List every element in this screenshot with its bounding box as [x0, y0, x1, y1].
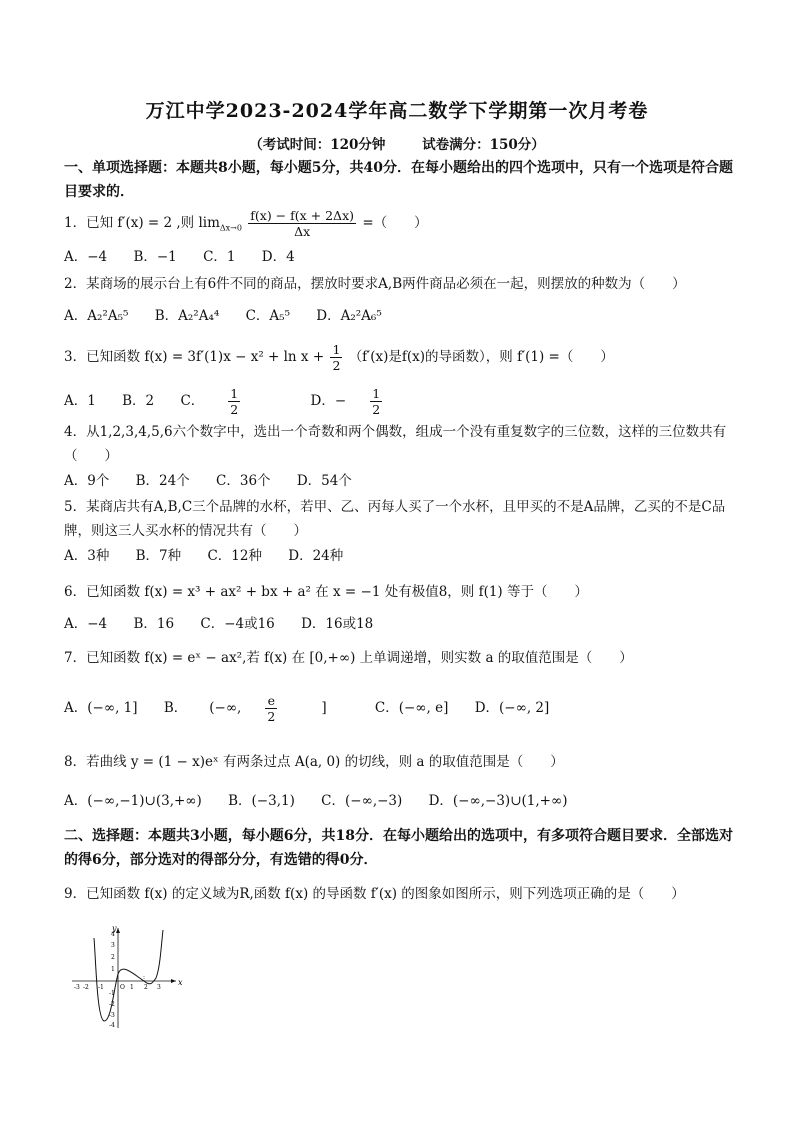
q7-option-c[interactable]: C．(−∞, e] — [374, 700, 449, 716]
q4-option-a[interactable]: A．9个 — [64, 473, 110, 489]
graph-origin: O — [120, 984, 125, 991]
question-9: 9．已知函数 f(x) 的定义域为R,函数 f(x) 的导函数 f′(x) 的图象如图所示，则下列选项正确的是（ ） — [64, 886, 685, 902]
q3-option-d[interactable]: D．− $\frac{1}{2}$ — [310, 386, 381, 417]
derivative-graph — [64, 918, 184, 1033]
question-3 — [64, 342, 734, 373]
graph-x-tick: 2 — [144, 984, 148, 991]
q8-option-c[interactable]: C．(−∞,−3) — [321, 793, 403, 809]
q5-options — [64, 545, 734, 567]
question-8: 8．若曲线 y = (1 − x)eˣ 有两条过点 A(a, 0) 的切线，则 a 的取值范围是（ ） — [64, 754, 564, 770]
q6-option-a[interactable]: A．−4 — [64, 616, 108, 632]
question-7: 7．已知函数 f(x) = eˣ − ax²,若 f(x) 在 [0,+∞) 上单调递增，则实数 a 的取值范围是（ ） — [64, 650, 633, 666]
section-2-heading: 二、选择题：本题共3小题，每小题6分，共18分．在每小题给出的选项中，有多项符合题目要求．全部选对的得6分，部分选对的得部分分，有选错的得0分． — [64, 828, 733, 868]
q5-option-d[interactable]: D．24种 — [288, 548, 344, 564]
question-4: 4．从1,2,3,4,5,6六个数字中，选出一个奇数和两个偶数，组成一个没有重复数字的三位数，这样的三位数共有（ ） — [64, 424, 727, 464]
q7-option-a[interactable]: A．(−∞, 1] — [64, 700, 138, 716]
derivative-curve — [94, 930, 163, 1021]
exam-title: 万江中学2023-2024学年高二数学下学期第一次月考卷 — [145, 100, 649, 122]
q1-post: =（ ） — [362, 215, 428, 231]
q1-limit-sub: Δx→0 — [219, 223, 242, 233]
graph-x-label: x — [178, 978, 183, 987]
q2-option-d[interactable]: D．A₂²A₆⁵ — [316, 308, 382, 324]
q6-options — [64, 613, 734, 635]
q5-option-b[interactable]: B．7种 — [135, 548, 182, 564]
graph-y-tick: 2 — [111, 954, 115, 961]
q2-options — [64, 305, 734, 327]
q4-options — [64, 470, 734, 492]
q3-option-c[interactable]: C． $\frac{1}{2}$ — [180, 386, 239, 417]
q4-option-d[interactable]: D．54个 — [296, 473, 352, 489]
q7-option-b[interactable]: B． (−∞, $\frac{e}{2}$ ] — [163, 693, 327, 724]
q1-option-c[interactable]: C．1 — [203, 249, 236, 265]
exam-time: （考试时间：120分钟 — [249, 137, 386, 153]
q7-options — [64, 690, 734, 726]
graph-x-tick: -1 — [98, 984, 104, 991]
q3-option-b[interactable]: B．2 — [122, 393, 155, 409]
q1-option-a[interactable]: A．−4 — [64, 249, 108, 265]
q3-fraction: $\frac{1}{2}$ — [332, 342, 341, 373]
question-5: 5．某商店共有A,B,C三个品牌的水杯，若甲、乙、丙每人买了一个水杯，且甲买的不是A品牌，乙买的不是C品牌，则这三人买水杯的情况共有（ ） — [64, 499, 726, 539]
graph-x-tick: 1 — [130, 984, 134, 991]
section-1-heading: 一、单项选择题：本题共8小题，每小题5分，共40分．在每小题给出的四个选项中，只有一个选项是符合题目要求的． — [64, 160, 733, 200]
graph-y-label: y — [112, 924, 117, 933]
q2-option-b[interactable]: B．A₂²A₄⁴ — [154, 308, 220, 324]
question-2: 2．某商场的展示台上有6件不同的商品，摆放时要求A,B两件商品必须在一起，则摆放的种数为（ ） — [64, 276, 686, 292]
q5-option-c[interactable]: C．12种 — [207, 548, 262, 564]
graph-y-tick: -3 — [109, 1012, 115, 1019]
q6-option-c[interactable]: C．−4或16 — [200, 616, 275, 632]
graph-x-tick: 3 — [157, 984, 161, 991]
q4-option-c[interactable]: C．36个 — [216, 473, 271, 489]
q2-option-a[interactable]: A．A₂²A₅⁵ — [64, 308, 129, 324]
graph-x-tick: -2 — [83, 984, 89, 991]
q5-option-a[interactable]: A．3种 — [64, 548, 110, 564]
exam-score: 试卷满分：150分） — [422, 137, 545, 153]
q1-options — [64, 246, 734, 268]
question-1 — [64, 208, 734, 241]
graph-y-tick: 4 — [111, 931, 115, 938]
q8-option-a[interactable]: A．(−∞,−1)∪(3,+∞) — [64, 793, 202, 809]
q1-stem: 1．已知 f′(x) = 2 ,则 lim — [64, 215, 220, 231]
q8-options — [64, 790, 734, 812]
q1-option-d[interactable]: D．4 — [261, 249, 295, 265]
graph-y-tick: 1 — [111, 966, 115, 973]
exam-subtitle — [0, 133, 794, 153]
q8-option-b[interactable]: B．(−3,1) — [228, 793, 295, 809]
graph-y-tick: -1 — [109, 990, 115, 997]
q2-option-c[interactable]: C．A₅⁵ — [245, 308, 290, 324]
q7-option-d[interactable]: D．(−∞, 2] — [474, 700, 550, 716]
question-6: 6．已知函数 f(x) = x³ + ax² + bx + a² 在 x = −1 处有极值8，则 f(1) 等于（ ） — [64, 584, 588, 600]
q6-option-b[interactable]: B．16 — [133, 616, 175, 632]
q3-option-a[interactable]: A．1 — [64, 393, 96, 409]
graph-x-arrow — [171, 979, 176, 983]
graph-x-tick: -3 — [74, 984, 80, 991]
q3-stem: 3．已知函数 f(x) = 3f′(1)x − x² + ln x + — [64, 349, 325, 365]
graph-y-tick: -4 — [109, 1022, 115, 1029]
q4-option-b[interactable]: B．24个 — [135, 473, 190, 489]
graph-y-tick: -2 — [109, 1001, 115, 1008]
q1-option-b[interactable]: B．−1 — [133, 249, 177, 265]
q1-fraction: $\frac{f(x) - f(x + 2\Delta x)}{\Delta x}$ — [250, 208, 355, 239]
q3-post: （f′(x)是f(x)的导函数），则 f′(1) =（ ） — [348, 349, 614, 365]
q3-options — [64, 386, 734, 417]
q6-option-d[interactable]: D．16或18 — [301, 616, 374, 632]
graph-y-tick: 3 — [111, 942, 115, 949]
graph-y-arrow — [116, 928, 120, 933]
q8-option-d[interactable]: D．(−∞,−3)∪(1,+∞) — [428, 793, 568, 809]
